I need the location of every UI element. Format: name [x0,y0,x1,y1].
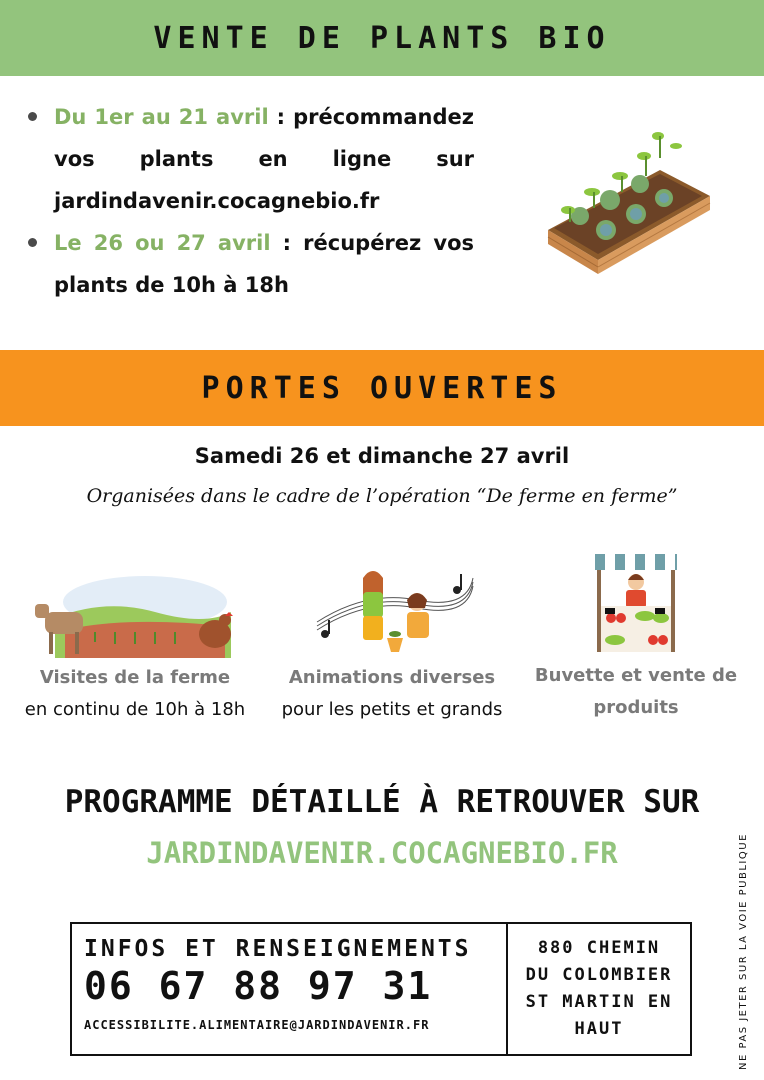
preorder-dates: Du 1er au 21 avril [54,105,269,129]
plant-sale-list [28,96,474,306]
activity-detail: pour les petits et grands [281,699,503,720]
address-line: 880 CHEMIN [537,938,661,958]
program-heading: PROGRAMME DÉTAILLÉ À RETROUVER SUR [64,784,700,820]
children-music-illustration [307,560,477,658]
market-stall-illustration [593,552,679,656]
plant-sale-banner [0,0,764,76]
raised-garden-bed-illustration [540,118,716,288]
email-address[interactable]: ACCESSIBILITE.ALIMENTAIRE@JARDINDAVENIR.FR [84,1018,430,1032]
address-line: ST MARTIN EN [525,992,673,1012]
contact-title: INFOS ET RENSEIGNEMENTS [84,936,472,962]
activity-animations [268,560,516,726]
pickup-text: : récupérez vos plants de 10h à 18h [54,231,474,297]
address-line: HAUT [574,1019,624,1039]
phone-number[interactable]: 06 67 88 97 31 [84,964,433,1008]
open-days-banner [0,350,764,426]
list-item [28,96,474,222]
activity-detail: en continu de 10h à 18h [24,699,246,720]
program-link[interactable]: JARDINDAVENIR.COCAGNEBIO.FR [146,836,618,870]
address-line: DU COLOMBIER [525,965,673,985]
contact-details [72,924,508,1054]
address-block [508,924,690,1054]
event-subtitle: Organisées dans le cadre de l’opération “De ferme en ferme” [86,485,678,507]
contact-info-box [70,922,692,1056]
preorder-text: : précommandez vos plants en ligne sur jardindavenir.cocagnebio.fr [54,105,474,213]
litter-notice: NE PAS JETER SUR LA VOIE PUBLIQUE [738,833,749,1070]
farm-landscape-illustration [35,572,235,658]
list-item [28,222,474,306]
activity-title: Buvette et vente de produits [534,665,738,718]
pickup-dates: Le 26 ou 27 avril [54,231,271,255]
activity-farm-visits [10,572,260,726]
open-days-title: PORTES OUVERTES [201,370,563,406]
event-date: Samedi 26 et dimanche 27 avril [194,444,570,468]
activity-market [528,552,744,724]
activity-title: Animations diverses [288,667,496,688]
plant-sale-title: VENTE DE PLANTS BIO [153,20,611,56]
activity-title: Visites de la ferme [39,667,231,688]
